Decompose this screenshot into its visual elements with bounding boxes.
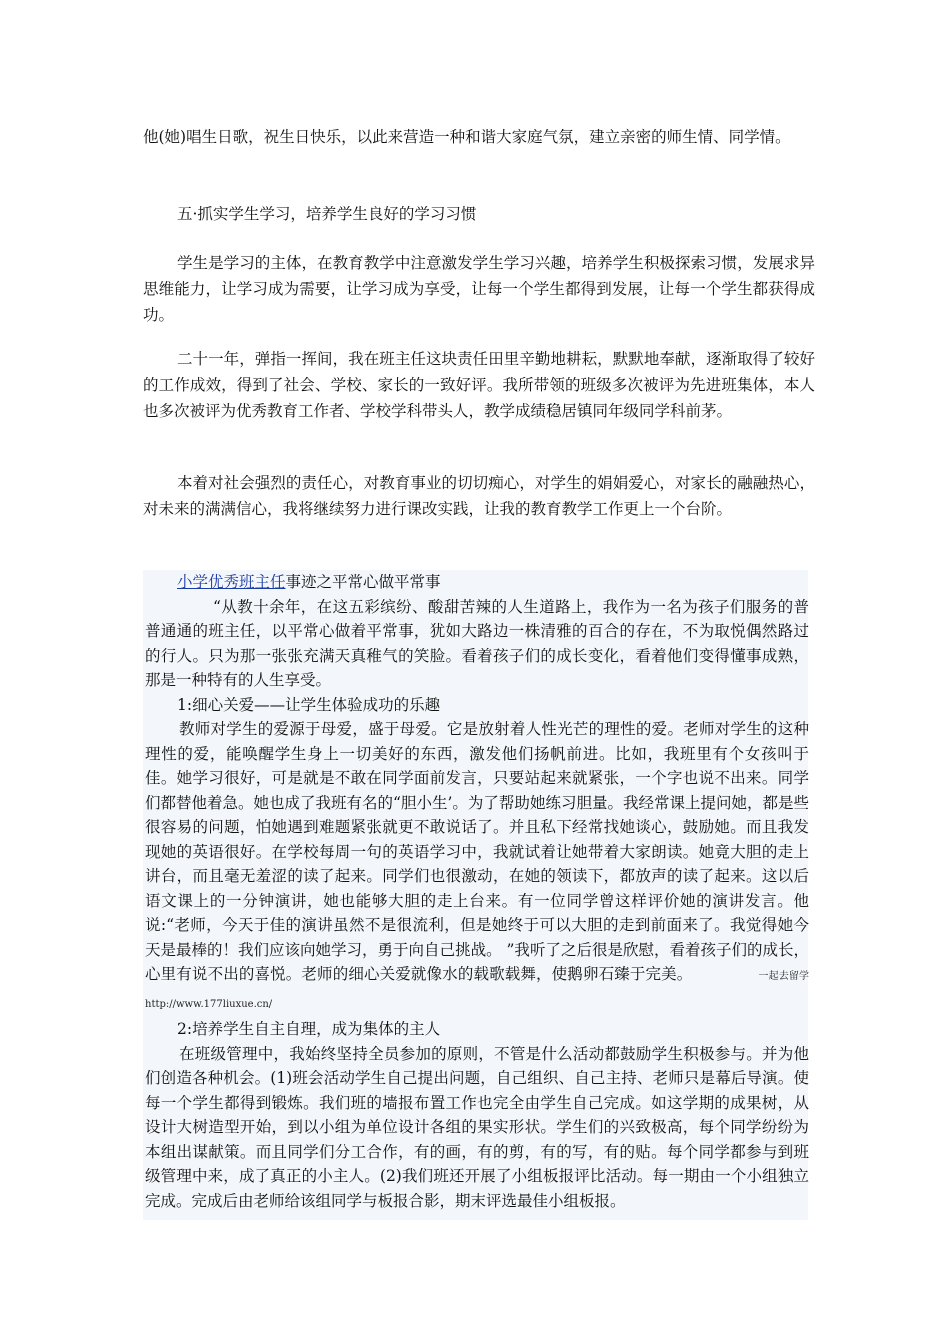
article-intro: “从教十余年，在这五彩缤纷、酸甜苦辣的人生道路上，我作为一名为孩子们服务的普普通通的班主任，以平常心做着平常事，犹如大路边一株清雅的百合的存在，不为取悦偶然路过的行人。只为那一张张充满天真稚气的笑脸。看着孩子们的成长变化，看着他们变得懂事成熟，那是一种特有的人生享受。 bbox=[145, 597, 809, 689]
title-rest: 事迹之平常心做平常事 bbox=[285, 573, 441, 591]
section1-title: 1:细心关爱——让学生体验成功的乐趣 bbox=[177, 695, 441, 714]
section1-text: 教师对学生的爱源于母爱，盛于母爱。它是放射着人性光芒的理性的爱。老师对学生的这种理性的爱，能唤醒学生身上一切美好的东西，激发他们扬帆前进。比如，我班里有个女孩叫于佳。她学习很好，可是就是不敢在同学面前发言，只要站起来就紧张，一个字也说不出来。同学们都替他着急。她也成了我班有名的“胆小生’。为了帮助她练习胆量。我经常课上提问她，都是些很容易的问题，怕她遇到难题紧张就更不敢说话了。并且私下经常找她谈心，鼓励她。而且我发现她的英语很好。在学校每周一句的英语学习中，我就试着让她带着大家朗读。她竟大胆的走上讲台，而且毫无羞涩的读了起来。同学们也很激动，在她的领读下，都放声的读了起来。这以后语文课上的一分钟演讲，她也能够大胆的走上台来。有一位同学曾这样评价她的演讲发言。他说:“老师，今天于佳的演讲虽然不是很流利，但是她终于可以大胆的走到前面来了。我觉得她今天是最棒的！我们应该向她学习，勇于向自己挑战。 ”我听了之后很是欣慰，看着孩子们的成长，心里有说不出的喜悦。老师的细心关爱就像水的载歌载舞，使鹅卵石臻于完美。 bbox=[145, 720, 809, 983]
section2-body: 在班级管理中，我始终坚持全员参加的原则，不管是什么活动都鼓励学生积极参与。并为他们创造各种机会。(1)班会活动学生自己提出问题，自己组织、自己主持、老师只是幕后导演。使每一个学生都得到锻炼。我们班的墙报布置工作也完全由学生自己完成。如这学期的成果树，从设计大树造型开始，到以小组为单位设计各组的果实形状。学生们的兴致极高，每个同学纷纷为本组出谋献策。而且同学们分工合作，有的画，有的剪，有的写，有的贴。每个同学都参与到班级管理中来，成了真正的小主人。(2)我们班还开展了小组板报评比活动。每一期由一个小组独立完成。完成后由老师给该组同学与板报合影，期末评选最佳小组板报。 bbox=[145, 1044, 809, 1210]
paragraph-birthday: 他(她)唱生日歌，祝生日快乐，以此来营造一种和谐大家庭气氛，建立亲密的师生情、同学情。 bbox=[143, 128, 791, 146]
section2-title: 2:培养学生自主自理，成为集体的主人 bbox=[177, 1020, 441, 1038]
article-title bbox=[143, 570, 841, 595]
article-block bbox=[143, 570, 808, 1220]
section1-body bbox=[143, 717, 809, 1017]
watermark-text: 一起去留学 http://www.177liuxue.cn/ bbox=[145, 971, 809, 1010]
paragraph-twenty-one-years: 二十一年，弹指一挥间，我在班主任这块责任田里辛勤地耕耘，默默地奉献，逐渐取得了较好的工作成效，得到了社会、学校、家长的一致好评。我所带领的班级多次被评为先进班集体，本人也多次被评为优秀教育工作者、学校学科带头人，教学成绩稳居镇同年级同学科前茅。 bbox=[143, 350, 815, 420]
paragraph-student-learning: 学生是学习的主体，在教育教学中注意激发学生学习兴趣，培养学生积极探索习惯，发展求异思维能力，让学习成为需要，让学习成为享受，让每一个学生都得到发展，让每一个学生都获得成功。 bbox=[143, 254, 815, 324]
title-link[interactable]: 小学优秀班主任 bbox=[177, 573, 286, 591]
paragraph-responsibility: 本着对社会强烈的责任心，对教育事业的切切痴心，对学生的娟娟爱心，对家长的融融热心，对未来的满满信心，我将继续努力进行课改实践，让我的教育教学工作更上一个台阶。 bbox=[143, 474, 815, 518]
section-heading-5: 五·抓实学生学习，培养学生良好的学习习惯 bbox=[177, 205, 477, 223]
